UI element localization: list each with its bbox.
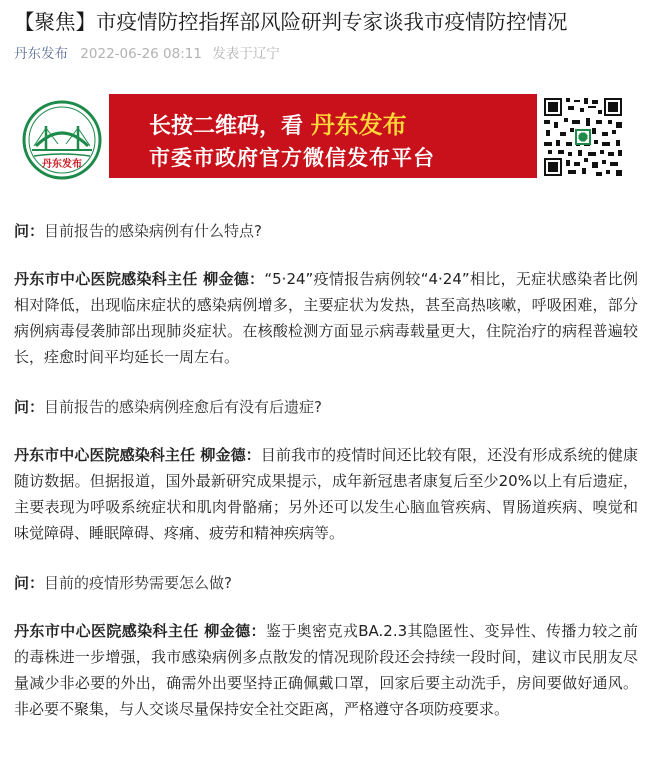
banner-brand: 丹东发布 [310,111,407,139]
logo-text: 丹东发布 [42,159,82,170]
question-3-text: 目前的疫情形势需要怎么做? [44,574,232,592]
question-3-label: 问： [14,574,45,592]
question-3 [14,570,638,596]
answer-2-speaker: 丹东市中心医院感染科主任 柳金德： [14,446,261,464]
banner-line-1-prefix: 长按二维码，看 [149,114,304,139]
answer-2-text: 目前我市的疫情时间还比较有限，还没有形成系统的健康随访数据。但据报道，国外最新研究成果提示，成年新冠患者康复后至少20%以上有后遗症，主要表现为呼吸系统症状和肌肉骨骼痛；另外还可以发生心脑血管疾病、胃肠道疾病、嗅觉和味觉障碍、睡眠障碍、疼痛、疲劳和精神疾病等。 [14,446,638,542]
answer-3 [14,618,638,722]
answer-1 [14,266,638,370]
qr-banner [14,92,638,184]
question-1 [14,218,638,244]
answer-2 [14,442,638,546]
article-meta [14,44,280,64]
answer-1-text: “5·24”疫情报告病例较“4·24”相比，无症状感染者比例相对降低，出现临床症状的感染病例增多，主要症状为发热，甚至高热咳嗽，呼吸困难，部分病例病毒侵袭肺部出现肺炎症状。在核酸检测方面显示病毒载量更大，住院治疗的病程普遍较长，痊愈时间平均延长一周左右。 [14,270,638,366]
qr-code[interactable] [542,96,624,178]
banner-line-1 [149,105,407,140]
publish-location: 发表于辽宁 [212,46,280,62]
banner-line-2: 市委市政府官方微信发布平台 [149,146,435,170]
banner-red-panel [109,94,537,178]
question-2 [14,394,638,420]
answer-3-speaker: 丹东市中心医院感染科主任 柳金德： [14,622,266,640]
publish-time: 2022-06-26 08:11 [80,46,202,62]
question-1-text: 目前报告的感染病例有什么特点? [44,222,262,240]
question-2-text: 目前报告的感染病例痊愈后有没有后遗症? [44,398,322,416]
source-link[interactable]: 丹东发布 [14,46,68,62]
question-1-label: 问： [14,222,45,240]
answer-3-text: 鉴于奥密克戎BA.2.3其隐匿性、变异性、传播力较之前的毒株进一步增强，我市感染病例多点散发的情况现阶段还会持续一段时间，建议市民朋友尽量减少非必要的外出，确需外出要坚持正确佩戴口罩，回家后要主动洗手，房间要做好通风。非必要不聚集，与人交谈尽量保持安全社交距离，严格遵守各项防疫要求。 [14,622,638,718]
question-2-label: 问： [14,398,45,416]
answer-1-speaker: 丹东市中心医院感染科主任 柳金德： [14,270,265,288]
article-title: 【聚焦】市疫情防控指挥部风险研判专家谈我市疫情防控情况 [14,10,568,34]
dandong-logo [22,100,102,180]
